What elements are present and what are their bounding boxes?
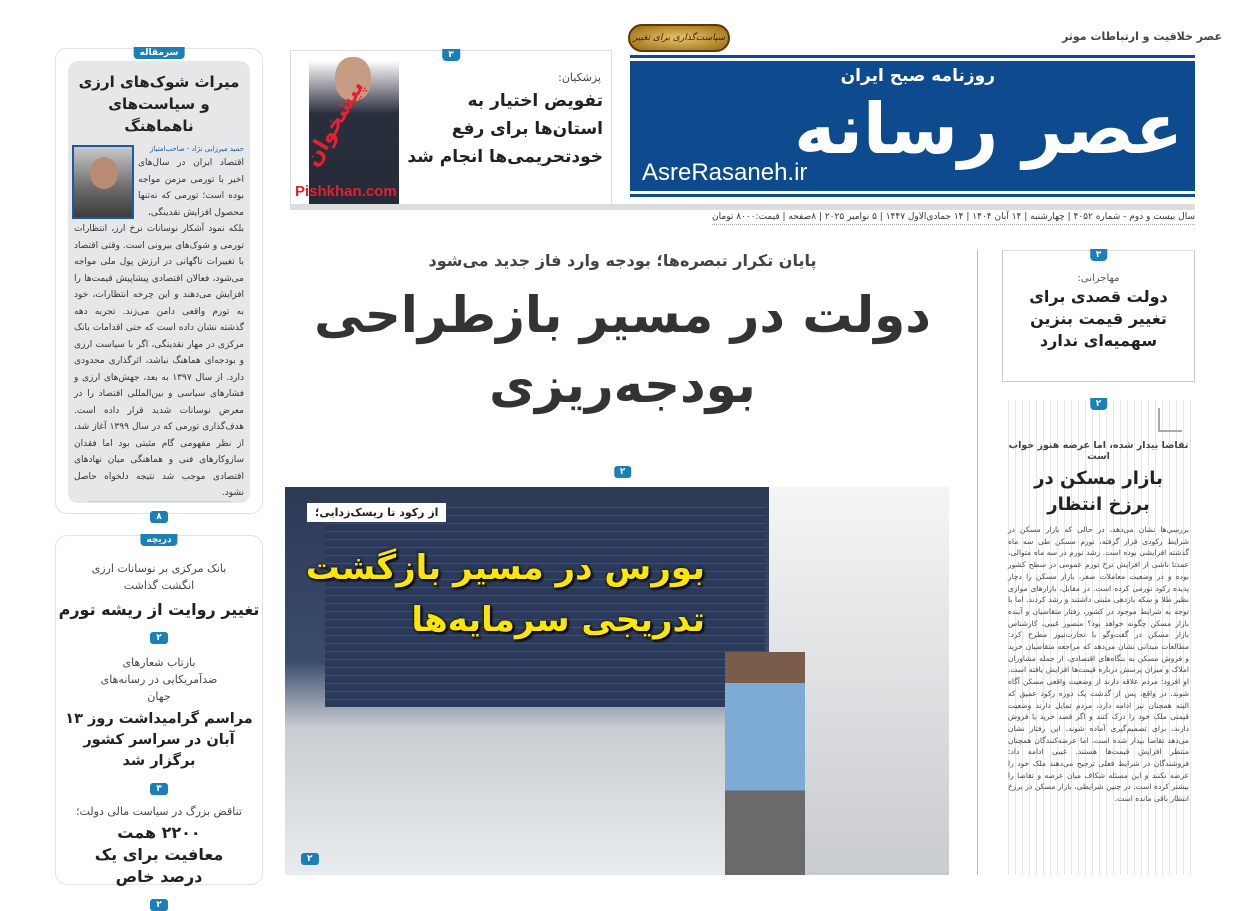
pezeshkian-kicker: پزشکیان: [558,71,601,84]
housing-title: بازار مسکن در برزخ انتظار [1034,468,1163,515]
page-ref[interactable]: ۲ [150,632,168,644]
window-card [55,535,263,910]
lead-story[interactable] [290,250,955,482]
photo-kicker: از رکود تا ریسک‌زدایی؛ [307,503,446,522]
author-photo [72,145,134,219]
housing-box[interactable] [1002,400,1195,875]
watermark-url: Pishkhan.com [295,183,397,200]
editorial-body-top: اقتصاد ایران در سال‌های اخیر با تورمی مزمن مواجه بوده است؛ تورمی که نه‌تنها محصول افزایش نقدینگی، [138,158,244,218]
badge: سیاست‌گذاری برای تغییر [628,24,730,52]
window-kicker: تناقض بزرگ در سیاست مالی دولت؛ [76,805,242,818]
divider [290,204,1195,210]
housing-kicker: تقاضا بیدار شده، اما عرضه هنوز خواب است [1008,440,1189,462]
editorial-section-tag[interactable]: سرمقاله [134,47,185,59]
editorial-box [68,61,250,522]
editorial-body: بلکه نمود آشکار نوسانات نرخ ارز، انتظارات تورمی و شوک‌های بیرونی است. وقتی اقتصاد با تغییرات ناگهانی در ارزش پول ملی مواجه می‌شود، فعالان اقتصادی پیشاپیش قیمت‌ها را افزایش می‌دهند و این چرخه انتظارات، خود به تورم واقعی دامن می‌زند. تجربه دهه گذشته نشان داده است که حتی اقدامات بانک مرکزی در مهار نقدینگی، اگر با سیاست ارزی و بودجه‌ای هماهنگ نباشد، اثرگذاری محدودی دارد. از سال ۱۳۹۷ به بعد، جهش‌های ارزی و فشارهای سیاسی و بین‌المللی اقتصاد را در معرض نوسانات شدید قرار داده است. هدف‌گذاری تورمی که در سال ۱۳۹۹ آغاز شد، از نظر مفهومی گام مثبتی بود اما فقدان سازوکارهای فنی و هماهنگی میان نهادهای اقتصادی موجب شد نتیجه دلخواه حاصل نشود. [74,224,244,498]
page-ref[interactable]: ۲ [301,853,319,865]
window-item[interactable] [56,644,262,795]
page-ref[interactable]: ۸ [150,511,168,523]
window-title: تغییر روایت از ریشه تورم [58,600,260,619]
lead-kicker: پایان تکرار تبصره‌ها؛ بودجه وارد فاز جدید می‌شود [428,251,817,270]
issue-info: سال بیست و دوم - شماره ۴۰۵۲ | چهارشنبه | ۱۴ آبان ۱۴۰۴ | ۱۴ جمادی‌الاول ۱۴۴۷ | ۵ نوامبر ۲۰۲۵ | ۸صفحه | قیمت:۸۰۰۰ تومان [712,212,1195,225]
window-item[interactable] [56,795,262,911]
window-kicker: بازتاب شعارهای ضدآمریکایی در رسانه‌های جهان [100,656,218,703]
watermark [293,51,403,206]
gas-box[interactable] [1002,250,1195,382]
window-title: ۲۲۰۰ همت معافیت برای یک درصد خاص [94,823,224,886]
housing-body: بررسی‌ها نشان می‌دهد، در حالی که بازار مسکن در شرایط رکودی قرار گرفته، تورم مسکن طی سه ماه گذشته افزایشی بوده است. رشد تورم در سه ماه متوالی، عمدتا ناشی از افزایش نرخ تورم عمومی در سطح کشور بوده و در وضعیت معاملات صفر، بازار مسکن را دچار پدیده رکود تورمی کرده است. در مقابل، بازارهای موازی نظیر طلا و سکه بازدهی مثبتی داشتند و رشد کردند. اما با توجه به شرایط موجود در کشور، رفتار متقاضیان و آینده بازار مسکن چگونه خواهد بود؟ منصور غیبی، کارشناس بازار مسکن در گفت‌وگو با تجارت‌نیوز مطرح کرد: مطالعات میدانی نشان می‌دهد که مراجعه متقاضیان خرید و فروش مسکن به بنگاه‌های اقتصادی، از جمله مشاوران املاک و میزان پرسش درباره قیمت‌ها افزایش یافته است. او افزود: مردم علاقه دارند از وضعیت واقعی مسکن آگاه شوند. در واقع، پس از گذشت یک دوره رکود عمیق که البته همچنان نیز ادامه دارد، مردم تمایل دارند وضعیت قیمتی ملک خود را درک کنند و اگر قصد خرید یا فروش دارند، برای تصمیم‌گیری آماده شوند. این رفتار نشان می‌دهد تقاضا بیدار شده است، اما عرضه‌کنندگان همچنان منتظر افزایش قیمت‌ها هستند. غیبی ادامه داد: فروشندگان در شرایط فعلی ترجیح می‌دهند ملک خود را عرضه نکنند و این مسئله شکاف میان عرضه و تقاضا را بیشتر کرده است. در چنین شرایطی، بازار مسکن در برزخ انتظار باقی مانده است. [1008,525,1189,804]
watermark-logo: پیشخوان [300,75,370,172]
editorial-author: حمید میرزایی نژاد - صاحب‌امتیاز [149,145,244,153]
page-ref[interactable]: ۳ [1090,249,1108,261]
person-silhouette [725,652,805,875]
pezeshkian-box[interactable] [290,50,612,205]
lead-title: دولت در مسیر بازطراحی بودجه‌ریزی [314,286,931,414]
masthead[interactable] [630,55,1195,197]
gas-title: دولت قصدی برای تغییر قیمت بنزین سهمیه‌ای ندارد [1029,287,1168,350]
window-item[interactable] [56,536,262,644]
page-ref[interactable]: ۲ [150,899,168,911]
arrow-icon [1158,408,1182,432]
page-ref[interactable]: ۲ [1090,398,1108,410]
editorial-title[interactable]: میراث شوک‌های ارزی و سیاست‌های ناهماهنگ [78,73,240,135]
stock-photo[interactable] [285,487,949,875]
window-title: مراسم گرامیداشت روز ۱۳ آبان در سراسر کشور برگزار شد [65,711,253,769]
tagline: عصر خلاقیت و ارتباطات موثر [1061,30,1222,43]
masthead-url: AsreRasaneh.ir [642,159,808,186]
page-ref[interactable]: ۳ [150,783,168,795]
window-kicker: بانک مرکزی بر نوسانات ارزی انگشت گذاشت [91,562,227,592]
pezeshkian-title: تفویض اختیار به استان‌ها برای رفع خودتحریمی‌ها انجام شد [407,91,603,167]
gas-kicker: مهاجرانی: [1077,273,1120,284]
page-ref[interactable]: ۳ [442,49,460,61]
editorial-card [55,48,263,522]
photo-title: بورس در مسیر بازگشت تدریجی سرمایه‌ها [305,548,705,640]
window-section-tag[interactable]: دریچه [140,534,177,546]
column-rule [977,250,978,875]
page-ref[interactable]: ۲ [614,466,632,478]
masthead-subtitle: روزنامه صبح ایران [840,66,995,86]
masthead-logo: عصر رسانه [794,88,1183,170]
